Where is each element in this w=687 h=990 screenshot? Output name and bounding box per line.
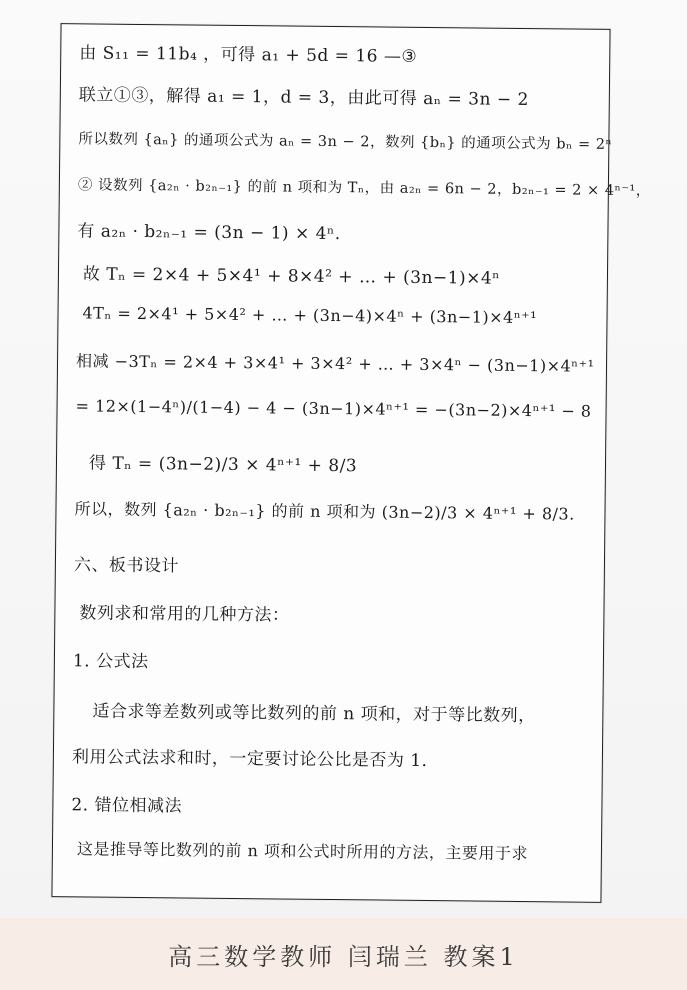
handwritten-sheet	[51, 23, 651, 903]
note-line-1: 由 S₁₁ = 11b₄ ，可得 a₁ + 5d = 16 —③	[79, 43, 418, 67]
note-line-2: 联立①③，解得 a₁ = 1，d = 3，由此可得 aₙ = 3n − 2	[78, 85, 529, 111]
note-line-6: 故 Tₙ = 2×4 + 5×4¹ + 8×4² + … + (3n−1)×4ⁿ	[82, 264, 501, 289]
note-line-14: 1. 公式法	[72, 651, 149, 673]
note-line-12: 六、板书设计	[73, 555, 180, 577]
note-line-8: 相减 −3Tₙ = 2×4 + 3×4¹ + 3×4² + … + 3×4ⁿ − (3n−1)×4ⁿ⁺¹	[75, 351, 595, 376]
note-line-16: 利用公式法求和时，一定要讨论公比是否为 1.	[71, 747, 428, 772]
note-line-5: 有 a₂ₙ · b₂ₙ₋₁ = (3n − 1) × 4ⁿ.	[77, 221, 341, 245]
note-line-7: 4Tₙ = 2×4¹ + 5×4² + … + (3n−4)×4ⁿ + (3n−1)×4ⁿ⁺¹	[82, 303, 538, 328]
note-line-4: ② 设数列 {a₂ₙ · b₂ₙ₋₁} 的前 n 项和为 Tₙ，由 a₂ₙ = 6n − 2，b₂ₙ₋₁ = 2 × 4ⁿ⁻¹，	[77, 177, 651, 200]
footer-caption: 高三数学教师 闫瑞兰 教案1	[168, 942, 519, 971]
note-line-18: 这是推导等比数列的前 n 项和公式时所用的方法，主要用于求	[76, 839, 529, 864]
note-line-9: = 12×(1−4ⁿ)/(1−4) − 4 − (3n−1)×4ⁿ⁺¹ = −(3n−2)×4ⁿ⁺¹ − 8	[75, 396, 592, 421]
footer-banner	[0, 918, 687, 990]
note-line-13: 数列求和常用的几种方法：	[79, 603, 290, 626]
note-line-3: 所以数列 {aₙ} 的通项公式为 aₙ = 3n − 2，数列 {bₙ} 的通项公式为 bₙ = 2ⁿ	[78, 131, 613, 153]
note-line-17: 2. 错位相减法	[71, 795, 183, 817]
note-line-10: 得 Tₙ = (3n−2)/3 × 4ⁿ⁺¹ + 8/3	[88, 453, 358, 477]
note-line-11: 所以，数列 {a₂ₙ · b₂ₙ₋₁} 的前 n 项和为 (3n−2)/3 × 4ⁿ⁺¹ + 8/3.	[74, 499, 575, 524]
note-line-15: 适合求等差数列或等比数列的前 n 项和，对于等比数列，	[92, 701, 536, 727]
